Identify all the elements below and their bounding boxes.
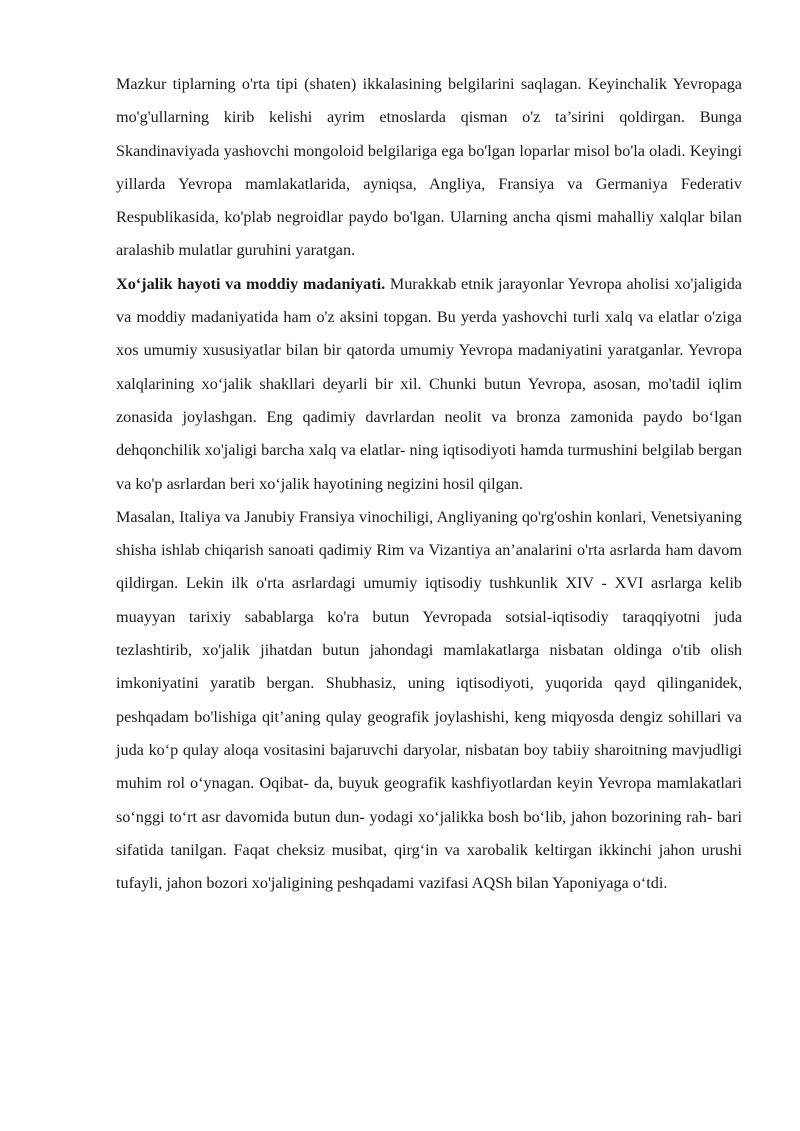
paragraph-1-text: Mazkur tiplarning o'rta tipi (shaten) ikkalasining belgilarini saqlagan. Keyinchalik Yevropaga mo'g'ullarning kirib kelishi ayrim etnoslarda qisman o'z ta’sirini qoldirgan. Bunga Skandinaviyada yashovchi mongoloid belgilariga ega bo'lgan loparlar misol bo'la oladi. Keyingi yillarda Yevropa mamlakatlarida, ayniqsa, Angliya, Fransiya va Germaniya Federativ Respublikasida, ko'plab negroidlar paydo bo'lgan. Ularning ancha qismi mahalliy xalqlar bilan aralashib mulatlar guruhini yaratgan. (116, 75, 742, 260)
paragraph-1 (116, 68, 742, 268)
paragraph-3-text: Masalan, Italiya va Janubiy Fransiya vinochiligi, Angliyaning qo'rg'oshin konlari, Venetsiyaning shisha ishlab chiqarish sanoati qadimiy Rim va Vizantiya an’analarini o'rta asrlarda ham davom qildirgan. Lekin ilk o'rta asrlardagi umumiy iqtisodiy tushkunlik XIV - XVI asrlarga kelib muayyan tarixiy sabablarga ko'ra butun Yevropada sotsial-iqtisodiy taraqqiyotni juda tezlashtirib, xo'jalik jihatdan butun jahondagi mamlakatlarga nisbatan oldinga o'tib olish imkoniyatini yaratib bergan. Shubhasiz, uning iqtisodiyoti, yuqorida qayd qilinganidek, peshqadam bo'lishiga qit’aning qulay geografik joylashishi, keng miqyosda dengiz sohillari va juda ko‘p qulay aloqa vositasini bajaruvchi daryolar, nisbatan boy tabiiy sharoitning mavjudligi muhim rol o‘ynagan. Oqibat- da, buyuk geografik kashfiyotlardan keyin Yevropa mamlakatlari so‘nggi to‘rt asr davomida butun dun- yodagi xo‘jalikka bosh bo‘lib, jahon bozorining rah- bari sifatida tanilgan. Faqat cheksiz musibat, qirg‘in va xarobalik keltirgan ikkinchi jahon urushi tufayli, jahon bozori xo'jaligining peshqadami vazifasi AQSh bilan Yaponiyaga o‘tdi. (116, 507, 742, 893)
document-page (116, 68, 742, 900)
paragraph-2 (116, 268, 742, 501)
section-heading: Xo‘jalik hayoti va moddiy madaniyati. (116, 274, 386, 293)
paragraph-3 (116, 501, 742, 901)
paragraph-2-text: Murakkab etnik jarayonlar Yevropa aholisi xo'jaligida va moddiy madaniyatida ham o'z aksini topgan. Bu yerda yashovchi turli xalq va elatlar o'ziga xos umumiy xususiyatlar bilan bir qatorda umumiy Yevropa madaniyatini yaratganlar. Yevropa xalqlarining xo‘jalik shakllari deyarli bir xil. Chunki butun Yevropa, asosan, mo'tadil iqlim zonasida joylashgan. Eng qadimiy davrlardan neolit va bronza zamonida paydo bo‘lgan dehqonchilik xo'jaligi barcha xalq va elatlar- ning iqtisodiyoti hamda turmushini belgilab bergan va ko'p asrlardan beri xo‘jalik hayotining negizini hosil qilgan. (116, 274, 742, 493)
